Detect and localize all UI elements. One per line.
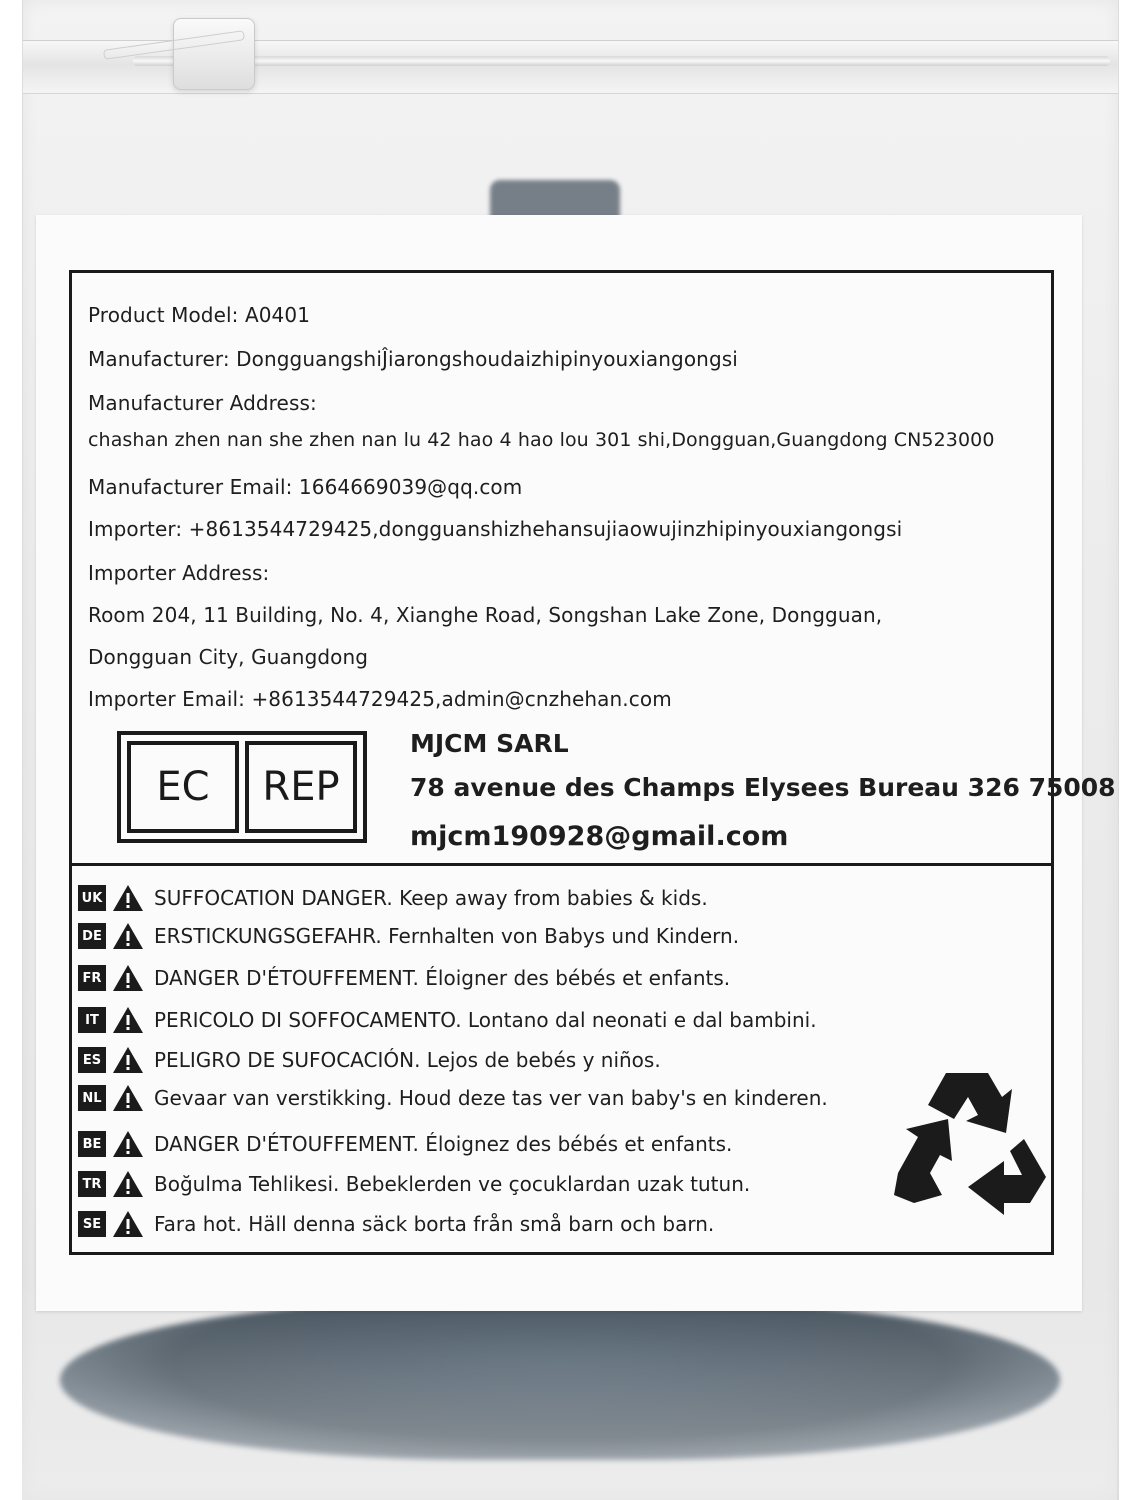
warning-text: Boğulma Tehlikesi. Bebeklerden ve çocuklardan uzak tutun.	[154, 1172, 751, 1196]
warning-row	[78, 1207, 714, 1241]
warning-text: PERICOLO DI SOFFOCAMENTO. Lontano dal neonati e dal bambini.	[154, 1008, 817, 1032]
ec-rep-email: mjcm190928@gmail.com	[410, 821, 789, 852]
info-importer: Importer: +8613544729425,dongguanshizhehansujiaowujinzhipinyouxiangongsi	[88, 517, 903, 541]
flag-icon: IT	[78, 1007, 106, 1033]
warning-text: PELIGRO DE SUFOCACIÓN. Lejos de bebés y niños.	[154, 1048, 661, 1072]
warning-triangle-icon	[112, 884, 144, 912]
info-product-model: Product Model: A0401	[88, 303, 311, 327]
warning-triangle-icon	[112, 922, 144, 950]
warning-row	[78, 961, 730, 995]
warning-text: DANGER D'ÉTOUFFEMENT. Éloignez des bébés et enfants.	[154, 1132, 733, 1156]
info-importer-address-2: Dongguan City, Guangdong	[88, 645, 369, 669]
warning-row	[78, 1167, 750, 1201]
info-importer-address-label: Importer Address:	[88, 561, 270, 585]
warning-row	[78, 919, 739, 953]
warning-triangle-icon	[112, 1046, 144, 1074]
ec-cell: EC	[127, 741, 239, 833]
warning-row	[78, 881, 708, 915]
ec-rep-symbol	[117, 731, 367, 843]
warning-text: SUFFOCATION DANGER. Keep away from babies & kids.	[154, 886, 708, 910]
warning-row	[78, 1127, 732, 1161]
section-divider	[72, 863, 1051, 866]
zipper-track	[133, 56, 1110, 66]
warning-text: ERSTICKUNGSGEFAHR. Fernhalten von Babys und Kindern.	[154, 924, 740, 948]
label-frame	[69, 270, 1116, 1255]
warning-triangle-icon	[112, 964, 144, 992]
flag-icon: FR	[78, 965, 106, 991]
info-manufacturer-email: Manufacturer Email: 1664669039@qq.com	[88, 475, 523, 499]
flag-icon: NL	[78, 1085, 106, 1111]
ec-rep-company: MJCM SARL	[410, 729, 569, 758]
flag-icon: UK	[78, 885, 106, 911]
warning-triangle-icon	[112, 1006, 144, 1034]
warning-row	[78, 1043, 661, 1077]
info-importer-address-1: Room 204, 11 Building, No. 4, Xianghe Road, Songshan Lake Zone, Dongguan,	[88, 603, 883, 627]
zipper-slider	[173, 18, 255, 90]
warning-row	[78, 1003, 817, 1037]
flag-icon: DE	[78, 923, 106, 949]
info-manufacturer-address: chashan zhen nan she zhen nan lu 42 hao 4 hao lou 301 shi,Dongguan,Guangdong CN523000	[88, 429, 995, 451]
warning-text: Fara hot. Häll denna säck borta från små barn och barn.	[154, 1212, 715, 1236]
rep-cell: REP	[245, 741, 357, 833]
flag-icon: ES	[78, 1047, 106, 1073]
info-manufacturer-address-label: Manufacturer Address:	[88, 391, 317, 415]
flag-icon: SE	[78, 1211, 106, 1237]
bag-plastic-fog	[22, 1290, 1117, 1500]
warning-triangle-icon	[112, 1130, 144, 1158]
flag-icon: TR	[78, 1171, 106, 1197]
ec-rep-address: 78 avenue des Champs Elysees Bureau 326 75008	[410, 773, 1116, 802]
warning-text: Gevaar van verstikking. Houd deze tas ver van baby's en kinderen.	[154, 1086, 828, 1110]
warning-triangle-icon	[112, 1170, 144, 1198]
warning-text: DANGER D'ÉTOUFFEMENT. Éloigner des bébés et enfants.	[154, 966, 731, 990]
info-importer-email: Importer Email: +8613544729425,admin@cnzhehan.com	[88, 687, 672, 711]
warning-triangle-icon	[112, 1084, 144, 1112]
warning-triangle-icon	[112, 1210, 144, 1238]
recycle-icon	[884, 1061, 1054, 1221]
warning-row	[78, 1081, 828, 1115]
flag-icon: BE	[78, 1131, 106, 1157]
info-manufacturer: Manufacturer: DongguangshiĴiarongshoudaizhipinyouxiangongsi	[88, 347, 738, 371]
